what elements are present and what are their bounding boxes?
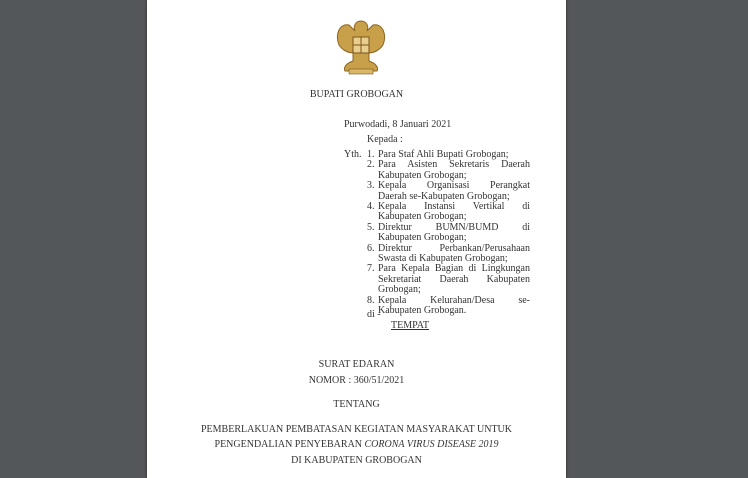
recipient-number: 7.	[367, 263, 375, 275]
subject-text: PENGENDALIAN PENYEBARAN	[214, 439, 365, 450]
recipient-line: Kabupaten Grobogan.	[378, 305, 467, 316]
subject-line-2	[147, 440, 566, 450]
recipient-line: Daerah se-Kabupaten Grobogan;	[378, 190, 510, 202]
recipient-number: 5.	[367, 221, 375, 233]
recipient-line: Kabupaten Grobogan;	[378, 169, 467, 181]
recipient-line: Para Asisten Sekretaris Daerah	[378, 159, 530, 171]
tempat-label: TEMPAT	[391, 320, 429, 331]
letter-title: SURAT EDARAN	[318, 359, 395, 370]
subject-italic: CORONA VIRUS DISEASE 2019	[364, 439, 499, 450]
recipient-line: Kepala Instansi Vertikal di	[378, 201, 530, 212]
recipient-line: Kepala Kelurahan/Desa se-	[378, 294, 530, 306]
recipient-number: 6.	[367, 242, 375, 254]
recipient-number: 8.	[367, 294, 375, 306]
letter-header: BUPATI GROBOGAN	[309, 89, 404, 100]
tentang-label: TENTANG	[333, 399, 380, 410]
subject-line-3: DI KABUPATEN GROBOGAN	[291, 455, 422, 466]
recipient-line: Para Staf Ahli Bupati Grobogan;	[378, 149, 509, 160]
garuda-emblem-icon	[333, 15, 389, 77]
recipient-line: Sekretariat Daerah Kabupaten	[378, 273, 530, 285]
recipient-line: Direktur BUMN/BUMD di	[378, 221, 530, 233]
recipient-line: Kabupaten Grobogan;	[378, 232, 467, 244]
recipient-line: Swasta di Kabupaten Grobogan;	[378, 253, 508, 264]
place-date: Purwodadi, 8 Januari 2021	[344, 119, 452, 130]
recipient-number: 3.	[367, 180, 375, 192]
recipient-line: Direktur Perbankan/Perusahaan	[378, 242, 530, 254]
recipient-line: Para Kepala Bagian di Lingkungan	[378, 263, 530, 275]
di-label: di -	[367, 309, 381, 320]
recipient-number: 1.	[367, 149, 375, 160]
recipient-line: Kepala Organisasi Perangkat	[378, 180, 530, 192]
yth-label: Yth.	[344, 149, 362, 160]
recipient-line: Grobogan;	[378, 284, 421, 296]
recipient-line: Kabupaten Grobogan;	[378, 211, 467, 223]
document-page	[147, 0, 566, 478]
letter-number: NOMOR : 360/51/2021	[308, 375, 405, 386]
kepada-label: Kepada :	[367, 134, 403, 145]
recipient-number: 2.	[367, 159, 375, 171]
recipient-number: 4.	[367, 201, 375, 212]
subject-line-1: PEMBERLAKUAN PEMBATASAN KEGIATAN MASYARAKAT UNTUK	[200, 424, 512, 435]
